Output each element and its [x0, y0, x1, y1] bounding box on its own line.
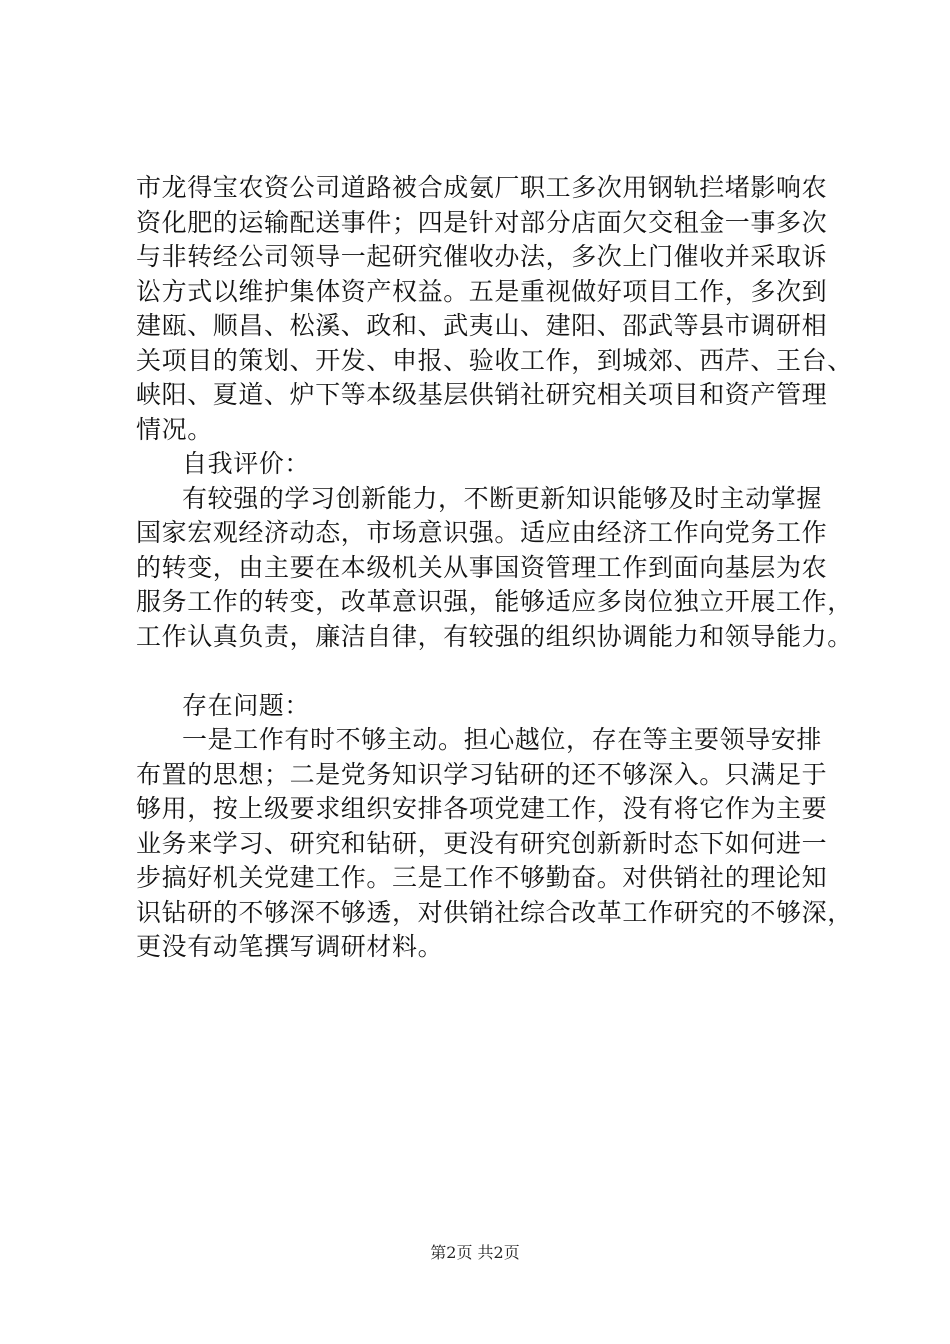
paragraph-line: 的转变，由主要在本级机关从事国资管理工作到面向基层为农	[136, 552, 828, 582]
paragraph-line: 情况。	[136, 414, 213, 444]
paragraph-line: 有较强的学习创新能力，不断更新知识能够及时主动掌握	[182, 483, 823, 513]
paragraph-line: 工作认真负责，廉洁自律，有较强的组织协调能力和领导能力。	[136, 621, 853, 651]
paragraph-line: 国家宏观经济动态，市场意识强。适应由经济工作向党务工作	[136, 518, 828, 547]
section-heading-self-evaluation: 自我评价：	[182, 449, 311, 478]
paragraph-line: 布置的思想；二是党务知识学习钻研的还不够深入。只满足于	[136, 759, 828, 789]
paragraph-line: 讼方式以维护集体资产权益。五是重视做好项目工作，多次到	[136, 276, 828, 306]
paragraph-line: 步搞好机关党建工作。三是工作不够勤奋。对供销社的理论知	[136, 863, 828, 892]
paragraph-line: 识钻研的不够深不够透，对供销社综合改革工作研究的不够深，	[136, 897, 853, 927]
paragraph-line: 服务工作的转变，改革意识强，能够适应多岗位独立开展工作，	[136, 587, 853, 616]
paragraph-line: 一是工作有时不够主动。担心越位，存在等主要领导安排	[182, 725, 823, 754]
blank-line	[136, 654, 852, 689]
paragraph-line: 与非转经公司领导一起研究催收办法，多次上门催收并采取诉	[136, 242, 828, 271]
page-footer	[0, 1243, 950, 1263]
paragraph-line: 关项目的策划、开发、申报、验收工作，到城郊、西芹、王台、	[136, 345, 853, 375]
paragraph-line: 峡阳、夏道、炉下等本级基层供销社研究相关项目和资产管理	[136, 380, 828, 409]
document-body	[136, 171, 852, 965]
paragraph-line: 市龙得宝农资公司道路被合成氨厂职工多次用钢轨拦堵影响农	[136, 173, 828, 202]
paragraph-line: 够用，按上级要求组织安排各项党建工作，没有将它作为主要	[136, 794, 828, 823]
paragraph-line: 更没有动笔撰写调研材料。	[136, 932, 444, 961]
paragraph-line: 资化肥的运输配送事件；四是针对部分店面欠交租金一事多次	[136, 207, 828, 237]
section-heading-existing-problems: 存在问题：	[182, 690, 311, 720]
page-number-label: 第2页 共2页	[430, 1243, 520, 1262]
paragraph-line: 业务来学习、研究和钻研，更没有研究创新新时态下如何进一	[136, 828, 828, 858]
paragraph-line: 建瓯、顺昌、松溪、政和、武夷山、建阳、邵武等县市调研相	[136, 311, 828, 340]
